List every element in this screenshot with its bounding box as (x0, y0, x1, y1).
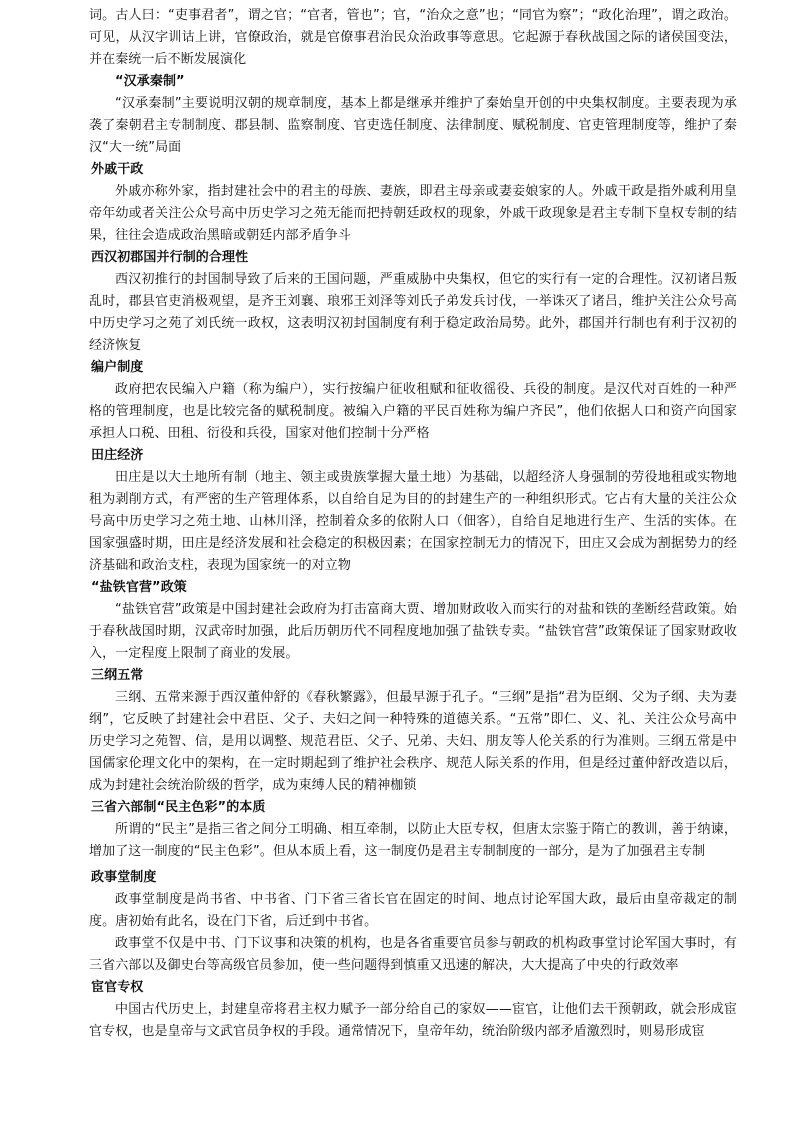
section-heading: “盐铁官营”政策 (91, 580, 187, 595)
paragraph: “盐铁官营”政策是中国封建社会政府为打击富商大贾、增加财政收入而实行的对盐和铁的垄断经营政策。始于春秋战国时期，汉武帝时加强，此后历朝历代不同程度地加强了盐铁专卖。“盐铁官营”政策保证了国家财政收入，一定程度上限制了商业的发展。 (89, 602, 737, 661)
paragraph: 西汉初推行的封国制导致了后来的王国问题，严重威胁中央集权，但它的实行有一定的合理性。汉初诸吕叛乱时，郡县官吏消极观望，是齐王刘襄、琅邪王刘泽等刘氏子弟发兵讨伐，一举诛灭了诸吕，维护关注公众号高中历史学习之苑了刘氏统一政权，这表明汉初封国制度有利于稳定政治局势。此外，郡国并行制也有利于汉初的经济恢复 (89, 272, 737, 353)
paragraph: 政事堂制度是尚书省、中书省、门下省三省长官在固定的时间、地点讨论军国大政，最后由皇帝裁定的制度。唐初始有此名，设在门下省，后迁到中书省。 (89, 892, 737, 929)
document-page (89, 5, 737, 1043)
section-heading: 宦官专权 (91, 980, 144, 995)
paragraph: 三纲、五常来源于西汉董仲舒的《春秋繁露》，但最早源于孔子。“三纲”是指“君为臣纲、父为子纲、夫为妻纲”，它反映了封建社会中君臣、父子、夫妇之间一种特殊的道德关系。“五常”即仁、义、礼、关注公众号高中历史学习之苑智、信，是用以调整、规范君臣、父子、兄弟、夫妇、朋友等人伦关系的行为准则。三纲五常是中国儒家伦理文化中的架构，在一定时期起到了维护社会秩序、规范人际关系的作用，但是经过董仲舒改造以后，成为封建社会统治阶级的哲学，成为束缚人民的精神枷锁 (89, 690, 737, 793)
paragraph: 词。古人曰：“吏事君者”，谓之官；“官者，管也”；官，“治众之意”也；“同官为察”；“政化治理”，谓之政治。可见，从汉字训诂上讲，官僚政治，就是官僚事君治民众治政事等意思。它起源于春秋战国之际的诸侯国变法，并在秦统一后不断发展演化 (89, 8, 737, 67)
paragraph: 所谓的“民主”是指三省之间分工明确、相互牵制，以防止大臣专权，但唐太宗鉴于隋亡的教训，善于纳谏，增加了这一制度的“民主色彩”。但从本质上看，这一制度仍是君主专制制度的一部分，是为了加强君主专制 (89, 822, 737, 859)
section-heading: 西汉初郡国并行制的合理性 (91, 250, 249, 265)
section-heading: 编户制度 (91, 360, 144, 375)
paragraph: 政事堂不仅是中书、门下议事和决策的机构，也是各省重要官员参与朝政的机构政事堂讨论军国大事时，有三省六部以及御史台等高级官员参加，使一些问题得到慎重又迅速的解决，大大提高了中央的行政效率 (89, 936, 737, 973)
paragraph: 政府把农民编入户籍（称为编户），实行按编户征收租赋和征收徭役、兵役的制度。是汉代对百姓的一种严格的管理制度，也是比较完备的赋税制度。被编入户籍的平民百姓称为编户齐民”，他们依据人口和资产向国家承担人口税、田租、衍役和兵役，国家对他们控制十分严格 (89, 382, 737, 441)
paragraph: “汉承秦制”主要说明汉朝的规章制度，基本上都是继承并维护了秦始皇开创的中央集权制度。主要表现为承袭了秦朝君主专制制度、郡县制、监察制度、官吏选任制度、法律制度、赋税制度、官吏管理制度等，维护了秦汉“大一统”局面 (89, 96, 737, 155)
section-heading: 三纲五常 (91, 668, 144, 683)
paragraph: 中国古代历史上，封建皇帝将君主权力赋予一部分给自己的家奴——宦官，让他们去干预朝政，就会形成宦官专权，也是皇帝与文武官员争权的手段。通常情况下，皇帝年幼，统治阶级内部矛盾激烈时，则易形成宦 (89, 1002, 737, 1039)
section-heading: 三省六部制“民主色彩”的本质 (91, 800, 266, 815)
section-heading: 政事堂制度 (91, 870, 157, 885)
paragraph: 田庄是以大土地所有制（地主、领主或贵族掌握大量土地）为基础，以超经济人身强制的劳役地租或实物地租为剥削方式，有严密的生产管理体系，以自给自足为目的的封建生产的一种组织形式。它占有大量的关注公众号高中历史学习之苑土地、山林川泽，控制着众多的依附人口（佃客），自给自足地进行生产、生活的实体。在国家强盛时期，田庄是经济发展和社会稳定的积极因素；在国家控制无力的情况下，田庄又会成为割据势力的经济基础和政治支柱，表现为国家统一的对立物 (89, 470, 737, 573)
section-heading: 外戚干政 (91, 162, 144, 177)
section-heading: “汉承秦制” (115, 74, 185, 89)
paragraph: 外戚亦称外家，指封建社会中的君主的母族、妻族，即君主母亲或妻妾娘家的人。外戚干政是指外戚利用皇帝年幼或者关注公众号高中历史学习之苑无能而把持朝廷政权的现象，外戚干政现象是君主专制下皇权专制的结果，往往会造成政治黑暗或朝廷内部矛盾争斗 (89, 184, 737, 243)
section-heading: 田庄经济 (91, 448, 144, 463)
